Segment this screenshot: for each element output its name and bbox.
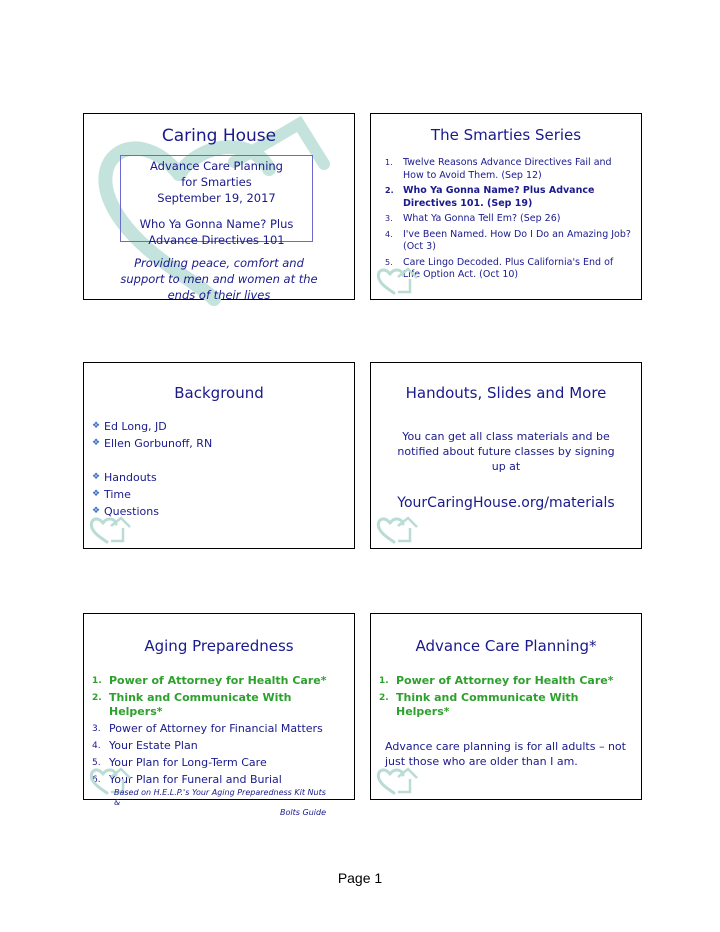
list-item-highlight: 2. Think and Communicate With Helpers* xyxy=(92,691,292,718)
list-item: 4. Your Estate Plan xyxy=(92,739,198,752)
slide-title: Advance Care Planning* xyxy=(415,637,597,655)
slide-title: Aging Preparedness xyxy=(144,637,294,655)
list-item: ❖ Time xyxy=(92,488,131,501)
list-item: 5. Care Lingo Decoded. Plus California's End of Life Option Act. (Oct 10) xyxy=(385,256,614,280)
list-item-highlight: 2. Think and Communicate With Helpers* xyxy=(379,691,579,718)
diamond-bullet-icon: ❖ xyxy=(92,489,101,499)
list-item: 6. Your Plan for Funeral and Burial xyxy=(92,773,282,786)
background-bullets xyxy=(92,418,212,520)
list-item: ❖ Questions xyxy=(92,505,159,518)
page-number: Page 1 xyxy=(337,870,383,886)
list-item-highlight: 1. Power of Attorney for Health Care* xyxy=(92,674,327,687)
heart-house-logo-icon xyxy=(89,514,133,544)
slide-advance-care-planning xyxy=(370,613,642,800)
slide-title: Caring House xyxy=(161,126,277,146)
series-list xyxy=(385,157,631,285)
list-item-current: 2. Who Ya Gonna Name? Plus Advance Directives 101. (Sep 19) xyxy=(385,185,595,209)
list-item: ❖ Ed Long, JD xyxy=(92,420,167,433)
heart-house-logo-icon xyxy=(376,265,420,295)
slide-handouts xyxy=(370,362,642,549)
diamond-bullet-icon: ❖ xyxy=(92,472,101,482)
slide-background xyxy=(83,362,355,549)
materials-url: YourCaringHouse.org/materials xyxy=(397,495,615,511)
planning-list xyxy=(379,674,633,722)
heart-house-logo-icon xyxy=(376,765,420,795)
diamond-bullet-icon: ❖ xyxy=(92,506,101,516)
list-item: ❖ Ellen Gorbunoff, RN xyxy=(92,437,213,450)
slide-title: Handouts, Slides and More xyxy=(405,384,607,402)
tagline: Providing peace, comfort and support to men and women at the ends of their lives xyxy=(120,256,318,302)
list-item: 1. Twelve Reasons Advance Directives Fail and How to Avoid Them. (Sep 12) xyxy=(385,157,612,181)
signup-text: You can get all class materials and be notified about future classes by signing up at xyxy=(397,430,615,473)
list-item-highlight: 1. Power of Attorney for Health Care* xyxy=(379,674,614,687)
diamond-bullet-icon: ❖ xyxy=(92,438,101,448)
list-item: ❖ Handouts xyxy=(92,471,157,484)
slide-aging-preparedness xyxy=(83,613,355,817)
planning-statement: Advance care planning is for all adults – not just those who are older than I am. xyxy=(385,740,626,768)
slide-caring-house xyxy=(83,113,355,300)
list-item: 4. I've Been Named. How Do I Do an Amazing Job? (Oct 3) xyxy=(385,228,631,252)
diamond-bullet-icon: ❖ xyxy=(92,421,101,431)
list-item: 3. What Ya Gonna Tell Em? (Sep 26) xyxy=(385,213,561,224)
list-item: 3. Power of Attorney for Financial Matters xyxy=(92,722,323,735)
list-item: 5. Your Plan for Long-Term Care xyxy=(92,756,267,769)
source-note: Based on H.E.L.P.'s Your Aging Preparedness Kit Nuts & Bolts Guide xyxy=(114,788,326,817)
slide-smarties-series xyxy=(370,113,642,300)
heart-house-logo-icon xyxy=(376,514,420,544)
presentation-info-box: Advance Care Planning for Smarties September 19, 2017 Who Ya Gonna Name? Plus Advance Directives 101 xyxy=(120,155,313,242)
slide-title: The Smarties Series xyxy=(430,126,582,144)
slide-title: Background xyxy=(174,384,264,402)
